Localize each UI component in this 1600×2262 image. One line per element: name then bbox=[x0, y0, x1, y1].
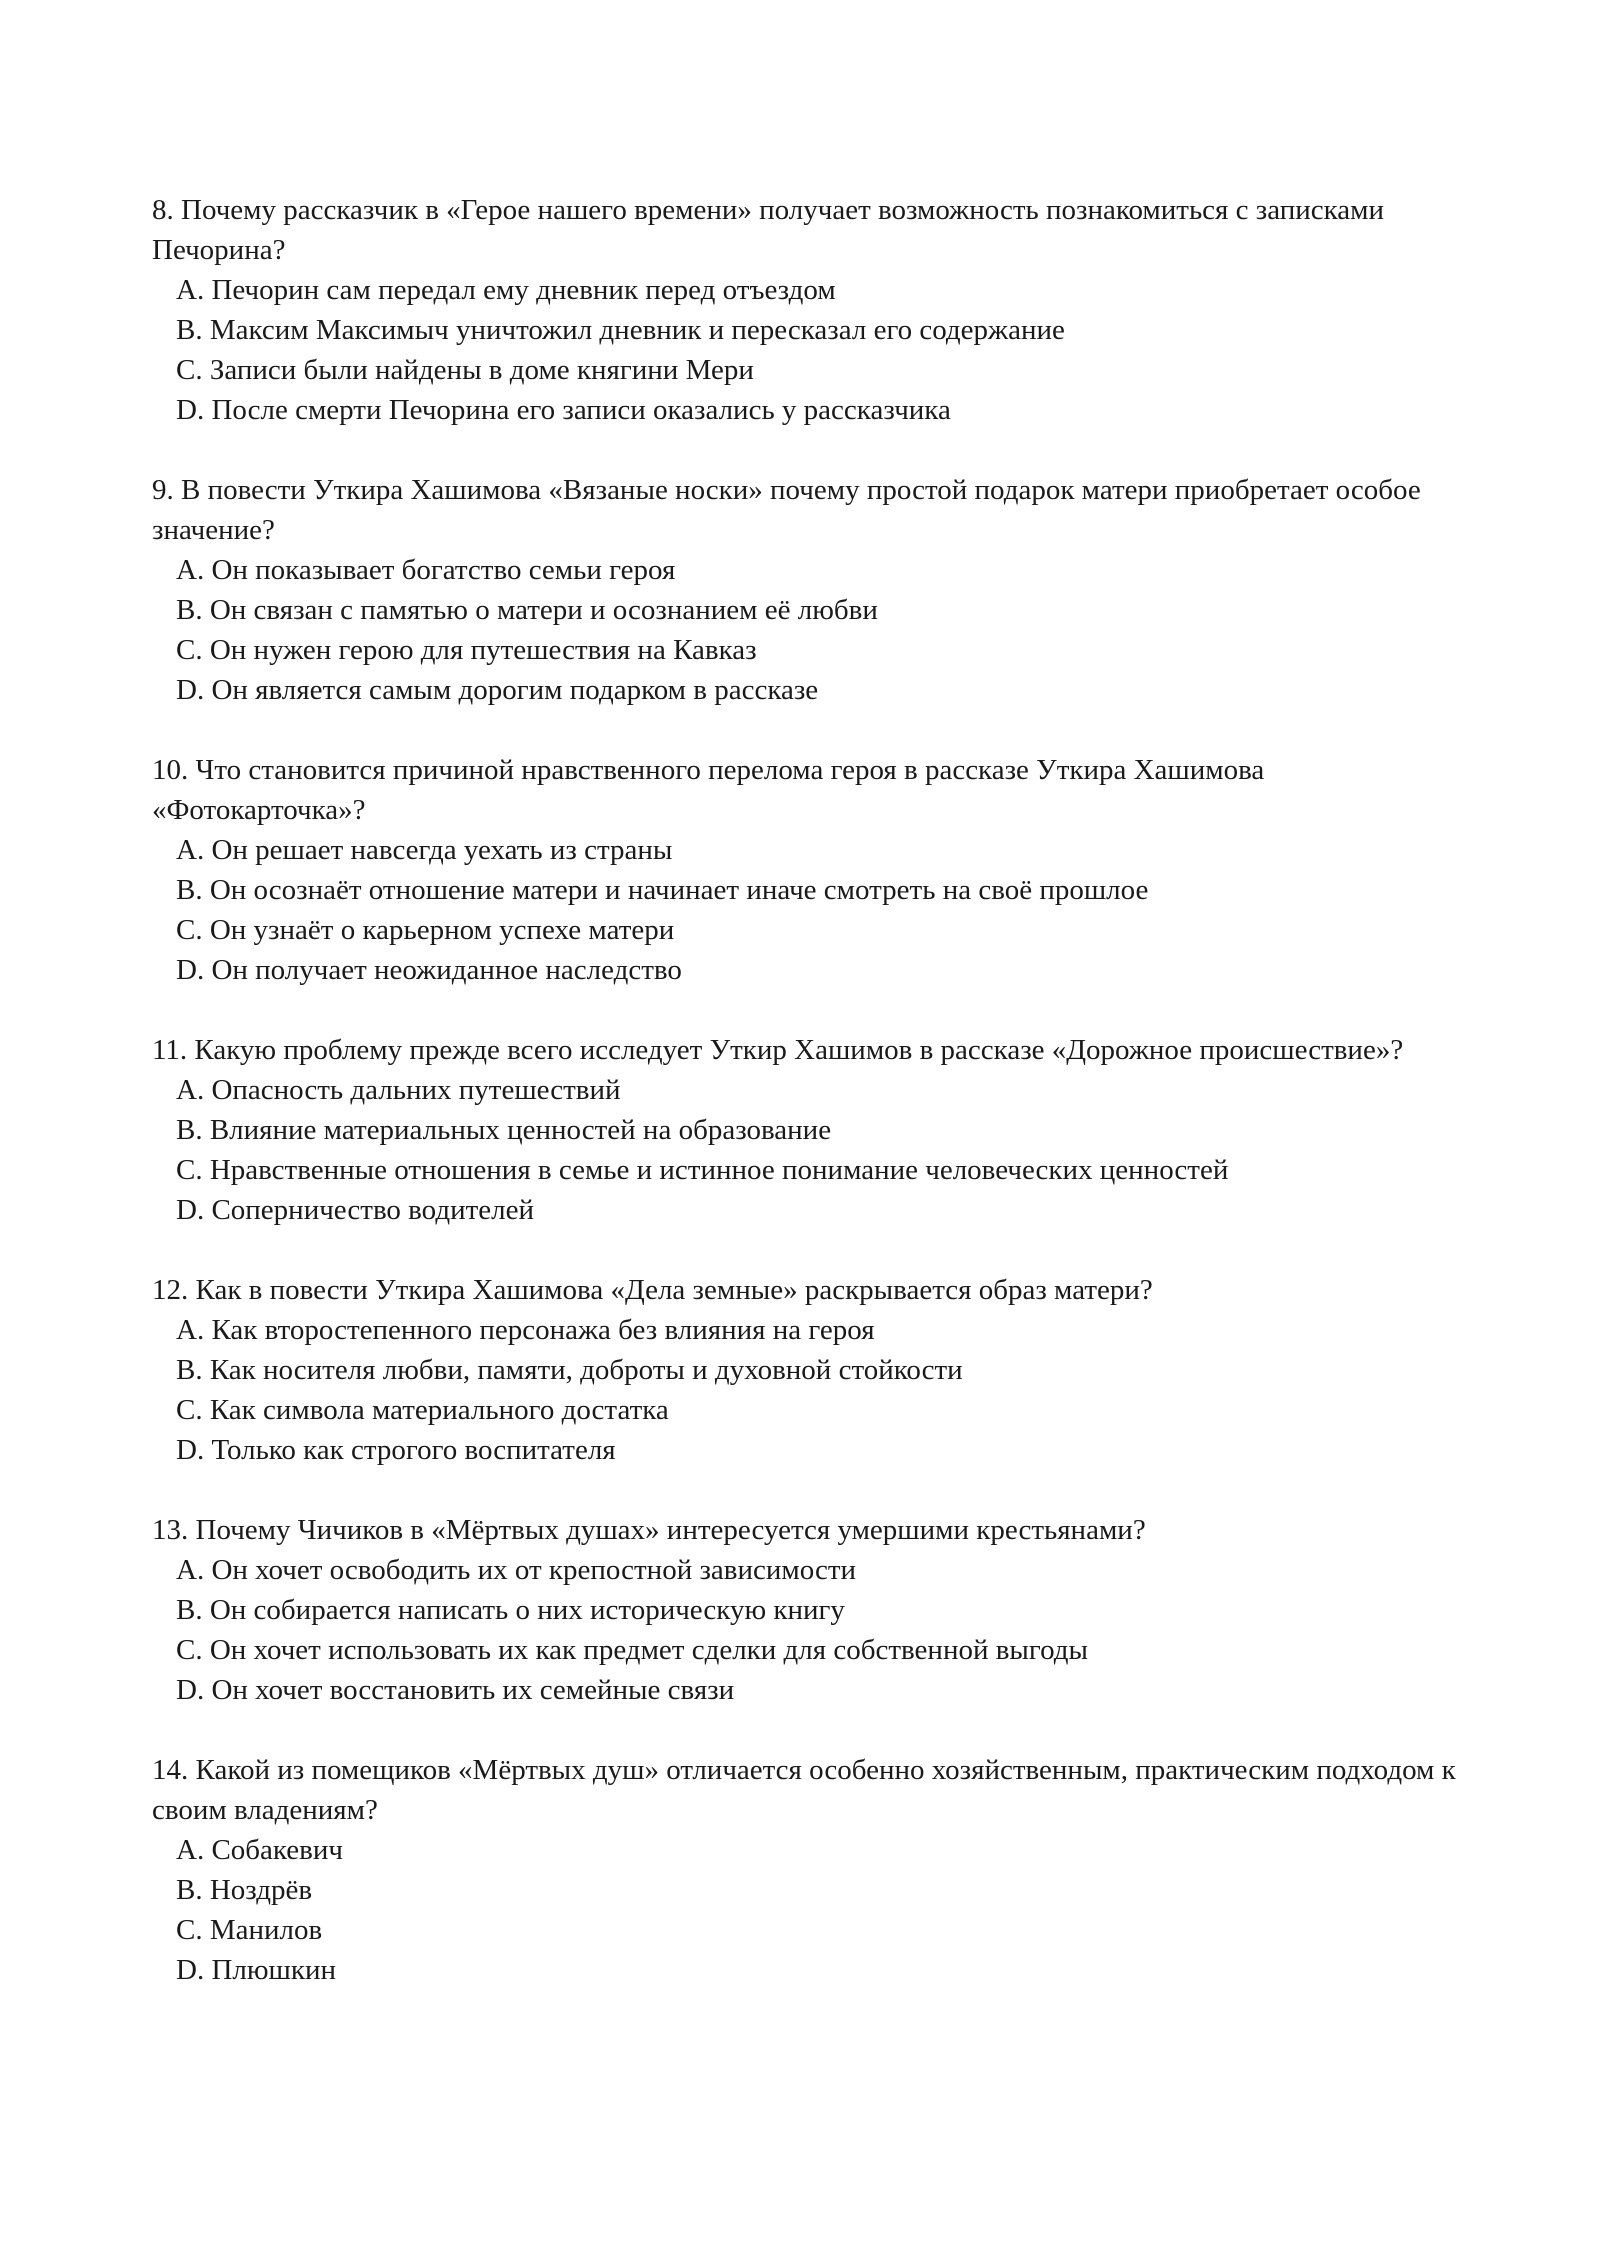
question-9 bbox=[152, 470, 1472, 710]
answer-options bbox=[152, 1070, 1472, 1230]
question-text: 10. Что становится причиной нравственного перелома героя в рассказе Уткира Хашимова «Фотокарточка»? bbox=[152, 754, 1265, 826]
answer-option-c: C. Он нужен герою для путешествия на Кавказ bbox=[176, 634, 757, 666]
answer-options bbox=[152, 270, 1472, 430]
answer-option-b: B. Влияние материальных ценностей на образование bbox=[176, 1114, 832, 1146]
question-8 bbox=[152, 190, 1472, 430]
question-12 bbox=[152, 1270, 1472, 1470]
answer-option-c: C. Он хочет использовать их как предмет сделки для собственной выгоды bbox=[176, 1634, 1088, 1666]
question-text: 13. Почему Чичиков в «Мёртвых душах» интересуется умершими крестьянами? bbox=[152, 1514, 1146, 1546]
question-text: 9. В повести Уткира Хашимова «Вязаные носки» почему простой подарок матери приобретает особое значение? bbox=[152, 474, 1421, 546]
answer-options bbox=[152, 550, 1472, 710]
answer-option-a: A. Опасность дальних путешествий bbox=[176, 1074, 621, 1106]
question-text: 14. Какой из помещиков «Мёртвых душ» отличается особенно хозяйственным, практическим подходом к своим владениям? bbox=[152, 1754, 1456, 1826]
answer-option-a: A. Печорин сам передал ему дневник перед отъездом bbox=[176, 274, 836, 306]
answer-option-b: B. Как носителя любви, памяти, доброты и духовной стойкости bbox=[176, 1354, 963, 1386]
question-11 bbox=[152, 1030, 1472, 1230]
answer-option-b: B. Ноздрёв bbox=[176, 1874, 313, 1906]
answer-option-c: C. Записи были найдены в доме княгини Мери bbox=[176, 354, 754, 386]
question-text: 12. Как в повести Уткира Хашимова «Дела земные» раскрывается образ матери? bbox=[152, 1274, 1153, 1306]
answer-option-d: D. Он получает неожиданное наследство bbox=[176, 954, 682, 986]
answer-option-b: B. Максим Максимыч уничтожил дневник и пересказал его содержание bbox=[176, 314, 1065, 346]
question-text: 8. Почему рассказчик в «Герое нашего времени» получает возможность познакомиться с записками Печорина? bbox=[152, 194, 1385, 266]
question-list bbox=[152, 190, 1472, 2030]
answer-options bbox=[152, 1550, 1472, 1710]
answer-option-a: A. Он решает навсегда уехать из страны bbox=[176, 834, 673, 866]
answer-options bbox=[152, 1310, 1472, 1470]
answer-option-d: D. Он хочет восстановить их семейные связи bbox=[176, 1674, 735, 1706]
question-13 bbox=[152, 1510, 1472, 1710]
question-text: 11. Какую проблему прежде всего исследует Уткир Хашимов в рассказе «Дорожное происшествие»? bbox=[152, 1034, 1404, 1066]
answer-options bbox=[152, 830, 1472, 990]
answer-option-b: B. Он связан с памятью о матери и осознанием её любви bbox=[176, 594, 878, 626]
answer-option-c: C. Как символа материального достатка bbox=[176, 1394, 669, 1426]
answer-options bbox=[152, 1830, 1472, 1990]
answer-option-d: D. Плюшкин bbox=[176, 1954, 336, 1986]
answer-option-b: B. Он собирается написать о них историческую книгу bbox=[176, 1594, 845, 1626]
answer-option-d: D. После смерти Печорина его записи оказались у рассказчика bbox=[176, 394, 951, 426]
answer-option-d: D. Только как строгого воспитателя bbox=[176, 1434, 616, 1466]
question-14 bbox=[152, 1750, 1472, 1990]
answer-option-a: A. Собакевич bbox=[176, 1834, 343, 1866]
answer-option-d: D. Он является самым дорогим подарком в рассказе bbox=[176, 674, 819, 706]
answer-option-a: A. Он хочет освободить их от крепостной зависимости bbox=[176, 1554, 857, 1586]
answer-option-b: B. Он осознаёт отношение матери и начинает иначе смотреть на своё прошлое bbox=[176, 874, 1149, 906]
answer-option-d: D. Соперничество водителей bbox=[176, 1194, 535, 1226]
answer-option-a: A. Как второстепенного персонажа без влияния на героя bbox=[176, 1314, 875, 1346]
question-10 bbox=[152, 750, 1472, 990]
answer-option-c: C. Он узнаёт о карьерном успехе матери bbox=[176, 914, 675, 946]
answer-option-c: C. Нравственные отношения в семье и истинное понимание человеческих ценностей bbox=[176, 1154, 1229, 1186]
answer-option-c: C. Манилов bbox=[176, 1914, 323, 1946]
answer-option-a: A. Он показывает богатство семьи героя bbox=[176, 554, 676, 586]
